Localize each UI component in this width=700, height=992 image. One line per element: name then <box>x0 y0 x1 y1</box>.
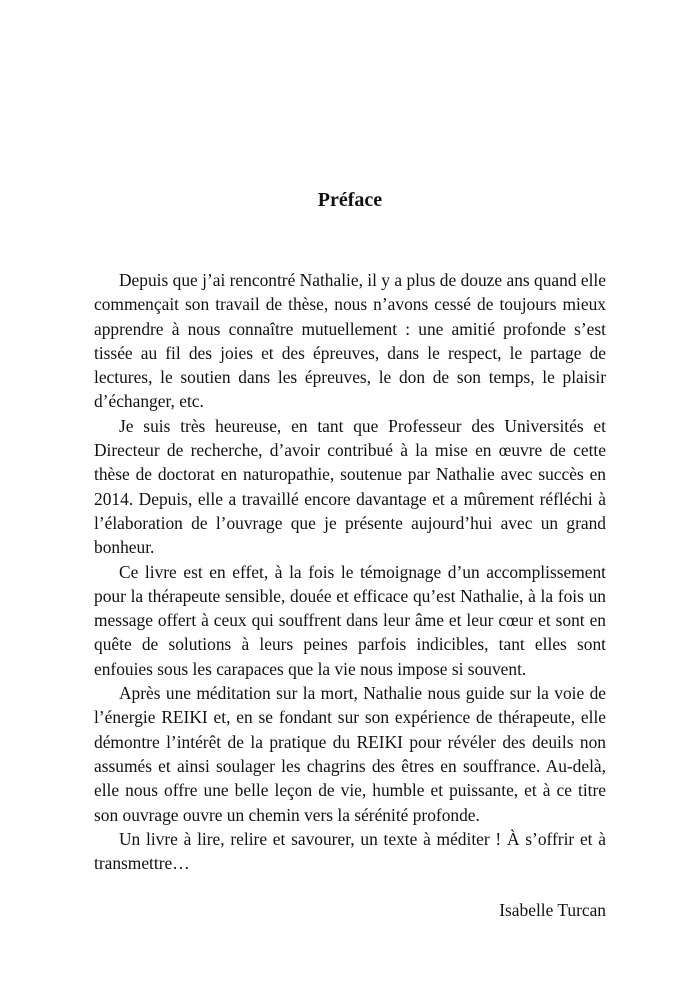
paragraph: Après une méditation sur la mort, Nathalie nous guide sur la voie de l’énergie REIKI et, en se fondant sur son expérience de thérapeute, elle démontre l’intérêt de la pratique du REIKI pour révéler des deuils non assumés et ainsi soulager les chagrins des êtres en souffrance. Au-delà, elle nous offre une belle leçon de vie, humble et puissante, et à ce titre son ouvrage ouvre un chemin vers la sérénité profonde. <box>94 683 606 825</box>
author-signature: Isabelle Turcan <box>499 900 606 920</box>
paragraph: Ce livre est en effet, à la fois le témoignage d’un accomplissement pour la thérapeute sensible, douée et efficace qu’est Nathalie, à la fois un message offert à ceux qui souffrent dans leur âme et leur cœur et sont en quête de solutions à leurs peines parfois indicibles, tant elles sont enfouies sous les carapaces que la vie nous impose si souvent. <box>94 561 606 679</box>
paragraph: Depuis que j’ai rencontré Nathalie, il y a plus de douze ans quand elle commençait son travail de thèse, nous n’avons cessé de toujours mieux apprendre à nous connaître mutuellement : une amitié profonde s’est tissée au fil des joies et des épreuves, dans le respect, le partage de lectures, le soutien dans les épreuves, le don de son temps, le plaisir d’échanger, etc. <box>94 270 606 412</box>
page-title: Préface <box>317 189 383 211</box>
preface-body <box>94 268 606 875</box>
paragraph: Un livre à lire, relire et savourer, un texte à méditer ! À s’offrir et à transmettre… <box>94 828 606 874</box>
paragraph: Je suis très heureuse, en tant que Professeur des Universités et Directeur de recherche, d’avoir contribué à la mise en œuvre de cette thèse de doctorat en naturopathie, soutenue par Nathalie avec succès en 2014. Depuis, elle a travaillé encore davantage et a mûrement réfléchi à l’élaboration de l’ouvrage que je présente aujourd’hui avec un grand bonheur. <box>94 415 606 558</box>
